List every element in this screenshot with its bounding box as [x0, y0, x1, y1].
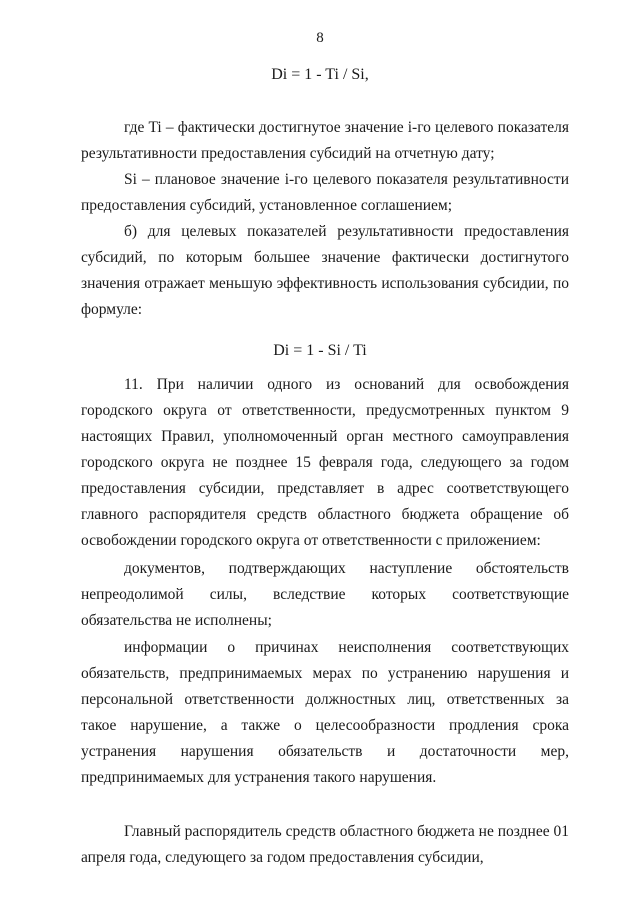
- definition-si: Si – плановое значение i-го целевого показателя результативности предоставления субсидий, установленное соглашением;: [81, 171, 569, 214]
- final-paragraph: Главный распорядитель средств областного бюджета не позднее 01 апреля года, следующего за годом предоставления субсидии,: [81, 823, 569, 866]
- formula-di-ti-si: Di = 1 - Ti / Si,: [271, 66, 369, 83]
- formula-di-si-ti: Di = 1 - Si / Ti: [273, 342, 367, 359]
- item-b-paragraph: б) для целевых показателей результативности предоставления субсидий, по которым большее значение фактически достигнутого значения отражает меньшую эффективность использования субсидии, по формуле:: [81, 223, 569, 318]
- page-number: 8: [316, 30, 324, 46]
- attachment-information-paragraph: информации о причинах неисполнения соответствующих обязательств, предпринимаемых мерах по устранению нарушения и персональной ответственности должностных лиц, ответственных за такое нарушение, а также о целесообразности продления срока устранения нарушения обязательств и достаточности мер, предпринимаемых для устранения такого нарушения.: [81, 639, 569, 786]
- definition-ti: где Ti – фактически достигнутое значение i-го целевого показателя результативности предоставления субсидий на отчетную дату;: [81, 119, 569, 162]
- clause-11-paragraph: 11. При наличии одного из оснований для освобождения городского округа от ответственности, предусмотренных пунктом 9 настоящих Правил, уполномоченный орган местного самоуправления городского округа не позднее 15 февраля года, следующего за годом предоставления субсидии, представляет в адрес соответствующего главного распорядителя средств областного бюджета обращение об освобождении городского округа от ответственности с приложением:: [81, 376, 569, 549]
- attachment-documents-paragraph: документов, подтверждающих наступление обстоятельств непреодолимой силы, вследствие которых соответствующие обязательства не исполнены;: [81, 560, 569, 629]
